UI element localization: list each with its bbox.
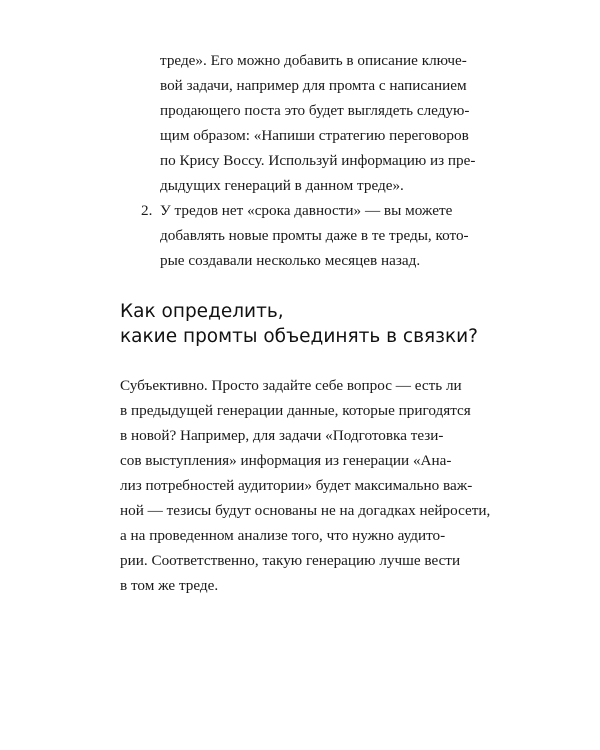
text-line: У тредов нет «срока давности» — вы можете	[160, 202, 453, 219]
heading-line: Как определить,	[120, 301, 284, 322]
text-line: Субъективно. Просто задайте себе вопрос — есть ли	[120, 377, 462, 394]
text-line: сов выступления» информация из генерации «Ана-	[120, 452, 452, 469]
text-line: ной — тезисы будут основаны не на догадках нейросети,	[120, 502, 491, 519]
text-line: в том же треде.	[120, 577, 219, 594]
text-line: дыдущих генераций в данном треде».	[160, 177, 404, 194]
text-line: в предыдущей генерации данные, которые пригодятся	[120, 402, 471, 419]
text-line: в новой? Например, для задачи «Подготовка тези-	[120, 427, 444, 444]
text-line: добавлять новые промты даже в те треды, кото-	[160, 227, 469, 244]
text-line: по Крису Воссу. Используй информацию из пре-	[160, 152, 476, 169]
text-line: продающего поста это будет выглядеть следую-	[160, 102, 470, 119]
heading-line: какие промты объединять в связки?	[120, 326, 478, 347]
text-line: щим образом: «Напиши стратегию переговоров	[160, 127, 469, 144]
text-line: треде». Его можно добавить в описание ключе-	[160, 52, 467, 69]
list-number: 2.	[141, 202, 153, 219]
text-line: вой задачи, например для промта с написанием	[160, 77, 467, 94]
text-line: а на проведенном анализе того, что нужно аудито-	[120, 527, 446, 544]
text-line: рые создавали несколько месяцев назад.	[160, 252, 421, 269]
text-line: рии. Соответственно, такую генерацию лучше вести	[120, 552, 461, 569]
text-line: лиз потребностей аудитории» будет максимально важ-	[120, 477, 473, 494]
